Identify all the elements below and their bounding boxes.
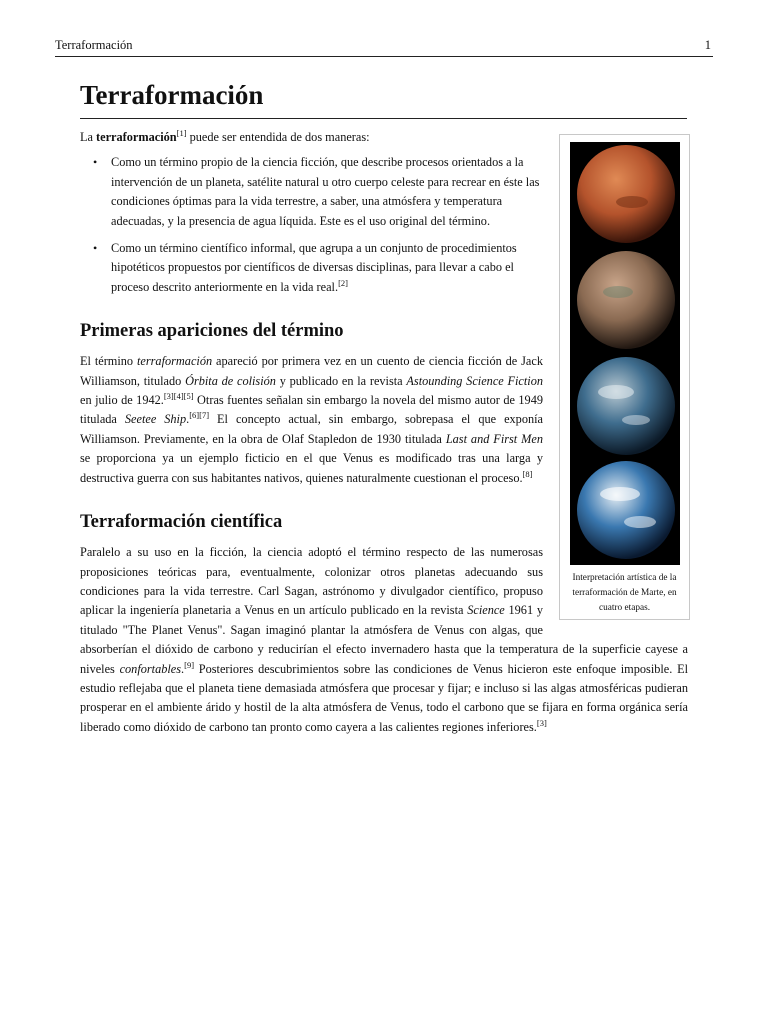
list-item [111,239,688,297]
italic-text: confortables [119,661,182,676]
planet-stage-3 [577,357,675,455]
text: Paralelo a su uso en la ficción, la ciencia adoptó el término respecto de las numerosas proposiciones teóricas para, eventualmente, colonizar otros planetas adecuando sus condiciones para la vida terrestre. Carl Sagan, astrónomo y divulgador científico, propuso aplicar la ingeniería planetaria a Venus en un artículo publicado en la revista [80,545,543,618]
text: 1961 y titulado "The Planet Venus". Sagan imaginó plantar la atmósfera de Venus con algas, que absorberían el dióxido de carbono y reducirían el efecto invernadero hasta que la temperatura de la superficie cayese a niveles [80,603,688,676]
reference-link[interactable]: [8] [522,468,533,479]
italic-text: Astounding Science Fiction [406,373,544,388]
text: El término [80,354,137,369]
page-header [55,38,713,57]
page-number: 1 [704,38,711,52]
cloud-detail [598,385,634,399]
list-item-text: Como un término propio de la ciencia ficción, que describe procesos orientados a la intervención de un planeta, satélite natural u otro cuerpo celeste para recrear en éste las condiciones óptimas para la vida terrestre, a saber, una atmósfera y temperatura adecuadas, y la presencia de agua líquida. Este es el uso original del término. [111,155,540,228]
italic-text: Science [467,603,505,618]
cloud-detail [600,487,640,501]
reference-link[interactable]: [6][7] [189,410,210,421]
italic-text: Órbita de colisión [185,373,276,388]
infobox-caption: Interpretación artística de la terraformación de Marte, en cuatro etapas. [572,573,677,613]
intro-term: terraformación [96,130,177,144]
cloud-detail [622,415,650,425]
article-body [80,128,688,737]
text: Otras fuentes señalan sin embargo la novela del mismo autor de 1949 titulada [80,393,543,427]
text: y publicado en la revista [275,373,407,388]
text: apareció por primera vez en un cuento de ciencia ficción de Jack Williamson, titulado [80,354,543,388]
text: . [181,661,185,676]
article-title: Terraformación [80,78,687,119]
list-item [111,153,688,231]
section-heading-first-appearances: Primeras apariciones del término [80,321,344,342]
planet-stage-4 [577,461,675,559]
reference-link[interactable]: [9] [184,659,195,670]
text: se proporciona ya un ejemplo ficticio en el que Venus es modificado tras una larga y destructiva guerra con sus habitantes nativos, quienes naturalmente cuestionan el proceso. [80,451,543,485]
intro-text: La [80,130,97,144]
running-title: Terraformación [55,38,133,52]
reference-link[interactable]: [1] [176,128,187,138]
italic-text: Seetee Ship [124,412,187,427]
text: El concepto actual, sin embargo, sobrepasa el que exponía Williamson. Previamente, en la obra de Olaf Stapledon de 1930 titulada [80,412,543,446]
intro-text: puede ser entendida de dos maneras: [186,130,370,144]
section-heading-scientific: Terraformación científica [80,512,283,533]
reference-link[interactable]: [2] [338,277,348,288]
list-item-text: Como un término científico informal, que agrupa a un conjunto de procedimientos hipotéticos propuestos por científicos de diversas disciplinas, para llevar a cabo el proceso descrito anteriormente en la vida real. [111,241,517,294]
text: en julio de 1942. [80,393,164,408]
reference-link[interactable]: [3][4][5] [163,391,194,402]
italic-text: Last and First Men [445,431,544,446]
text: Posteriores descubrimientos sobre las condiciones de Venus hicieron este enfoque imposible. El estudio reflejaba que el planeta tiene demasiada atmósfera que procesar y fijar; e incluso si las algas atmosféricas pudieran prosperar en el ambiente árido y hostil de la alta atmósfera de Venus, todo el carbono que se fijara en forma orgánica sería liberado como dióxido de carbono tan pronto como cayera a las calientes regiones inferiores. [80,661,688,734]
cloud-detail [624,516,656,528]
text: . [186,412,190,427]
definition-list [80,153,688,297]
reference-link[interactable]: [3] [536,717,547,728]
italic-text: terraformación [136,354,213,369]
